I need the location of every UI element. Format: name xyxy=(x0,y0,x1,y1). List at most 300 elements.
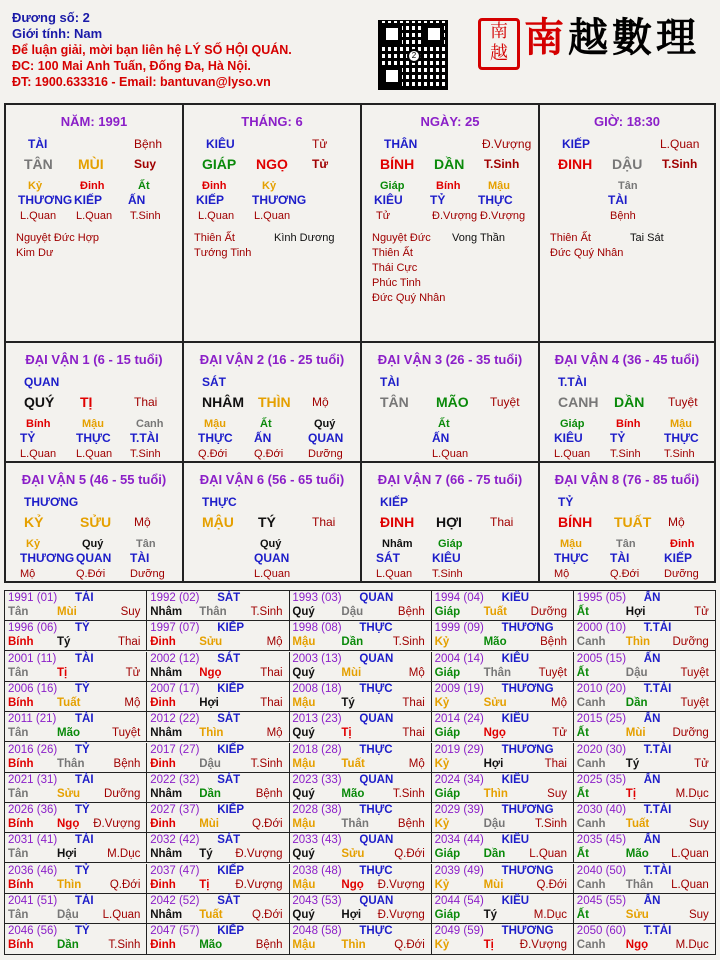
year-state: Dưỡng xyxy=(530,606,567,618)
year-stem: Canh xyxy=(576,939,606,952)
hidden-god: T.TÀI xyxy=(130,431,159,445)
year-stem: Giáp xyxy=(434,606,461,618)
year-stem: Đinh xyxy=(150,636,176,649)
hidden-stem: Bính xyxy=(616,418,641,430)
year-label: 2026 (36) xyxy=(8,804,58,817)
year-god: THƯƠNG xyxy=(501,864,554,877)
year-state: Thai xyxy=(118,636,141,649)
year-stem: Ất xyxy=(576,787,589,800)
year-state: Đ.Vượng xyxy=(377,909,425,921)
earthly-branch: DẦN xyxy=(434,156,465,172)
year-god: T.TÀI xyxy=(643,682,672,695)
year-branch: Dần xyxy=(625,696,648,709)
year-stem: Canh xyxy=(576,818,606,831)
earthly-branch: DẦN xyxy=(614,394,645,410)
dai-van-5 xyxy=(6,463,184,581)
hidden-god: QUAN xyxy=(76,551,112,565)
hidden-state: Mộ xyxy=(554,568,570,580)
year-stem: Canh xyxy=(576,636,606,649)
year-state: Thai xyxy=(544,757,567,770)
yearly-table xyxy=(4,590,716,955)
dai-van-god: THỰC xyxy=(202,495,237,509)
year-state: Tử xyxy=(125,666,141,679)
year-stem: Ất xyxy=(576,909,589,921)
hidden-god: THỰC xyxy=(664,431,699,445)
earthly-branch: MÃO xyxy=(436,394,469,410)
pillar-3 xyxy=(362,105,540,343)
year-branch: Mùi xyxy=(199,818,219,831)
pillar-4 xyxy=(540,105,714,343)
year-state: Tử xyxy=(552,727,567,740)
year-label: 2038 (48) xyxy=(292,864,342,877)
year-god: SÁT xyxy=(217,713,241,726)
year-god: THƯƠNG xyxy=(501,925,554,938)
year-state: Tuyệt xyxy=(112,727,141,740)
earthly-branch: NGỌ xyxy=(256,156,288,172)
year-branch: Sửu xyxy=(625,909,649,921)
hidden-stem: Giáp xyxy=(438,538,463,550)
year-cell xyxy=(574,803,715,833)
year-stem: Đinh xyxy=(150,757,176,770)
year-branch: Tị xyxy=(341,727,352,740)
hidden-state: L.Quan xyxy=(376,568,413,580)
dai-van-state: Thai xyxy=(490,515,514,529)
year-label: 1995 (05) xyxy=(576,592,627,604)
year-state: T.Sinh xyxy=(535,818,567,831)
year-state: T.Sinh xyxy=(392,636,425,649)
hidden-stem: Quý xyxy=(314,418,336,430)
year-cell xyxy=(5,621,147,651)
year-stem: Mậu xyxy=(292,696,316,709)
dai-van-title: ĐẠI VẬN 5 (46 - 55 tuổi) xyxy=(21,472,167,487)
dai-van-title: ĐẠI VẬN 7 (66 - 75 tuổi) xyxy=(377,472,523,487)
year-branch: Tuất xyxy=(483,606,508,618)
pillar-1 xyxy=(6,105,184,343)
hidden-god: KIẾP xyxy=(196,193,225,207)
year-state: Q.Đới xyxy=(394,848,425,861)
year-god: QUAN xyxy=(359,592,394,604)
pillar-title: THÁNG: 6 xyxy=(241,114,303,129)
year-label: 2046 (56) xyxy=(8,925,58,938)
year-state: Tuyệt xyxy=(680,666,709,679)
year-state: Mộ xyxy=(266,636,283,649)
main-chart xyxy=(4,103,716,583)
dai-van-title: ĐẠI VẬN 2 (16 - 25 tuổi) xyxy=(199,352,345,367)
year-stem: Quý xyxy=(292,727,315,740)
year-branch: Tị xyxy=(625,787,637,800)
year-state: Bệnh xyxy=(113,757,141,770)
year-label: 2043 (53) xyxy=(292,895,342,907)
year-label: 2012 (22) xyxy=(150,713,200,726)
year-branch: Ngọ xyxy=(199,666,222,679)
year-branch: Hợi xyxy=(57,848,77,861)
year-state: Thai xyxy=(402,696,425,709)
year-stem: Kỷ xyxy=(434,757,450,770)
year-state: Đ.Vượng xyxy=(93,818,141,831)
heavenly-stem: TÂN xyxy=(380,394,409,410)
subject-number: Đương số: 2 xyxy=(12,10,90,25)
year-state: Q.Đới xyxy=(252,909,283,921)
hidden-stem: Mậu xyxy=(488,180,510,192)
year-state: Bệnh xyxy=(255,787,283,800)
year-cell xyxy=(147,773,289,803)
year-god: T.TÀI xyxy=(643,864,672,877)
year-stem: Đinh xyxy=(150,696,176,709)
dai-van-title: ĐẠI VẬN 3 (26 - 35 tuổi) xyxy=(377,352,523,367)
year-stem: Ất xyxy=(576,606,589,618)
year-branch: Dậu xyxy=(341,606,364,618)
year-stem: Quý xyxy=(292,787,315,800)
year-god: TÀI xyxy=(75,834,94,847)
year-stem: Nhâm xyxy=(150,606,183,618)
heavenly-stem: ĐINH xyxy=(558,156,593,172)
year-label: 2042 (52) xyxy=(150,895,200,907)
dai-van-god: TỶ xyxy=(558,495,574,509)
year-cell xyxy=(432,894,574,924)
year-label: 2027 (37) xyxy=(150,804,200,817)
year-cell xyxy=(289,773,431,803)
year-god: TỶ xyxy=(75,743,90,756)
year-label: 2044 (54) xyxy=(434,895,484,907)
year-state: Dưỡng xyxy=(672,727,709,740)
earthly-branch: MÙI xyxy=(78,156,104,172)
year-branch: Ngọ xyxy=(57,818,80,831)
year-state: Suy xyxy=(120,606,141,618)
hidden-stem: Tân xyxy=(136,538,156,550)
star: Nguyệt Đức Hợp xyxy=(16,232,100,244)
year-label: 1996 (06) xyxy=(8,622,58,635)
year-cell xyxy=(432,682,574,712)
year-label: 2031 (41) xyxy=(8,834,58,847)
year-stem: Nhâm xyxy=(150,666,183,679)
earthly-branch: TỊ xyxy=(80,394,93,410)
year-god: THỰC xyxy=(359,804,393,817)
year-cell xyxy=(432,803,574,833)
year-branch: Tuất xyxy=(199,909,223,921)
year-branch: Tị xyxy=(199,878,210,891)
year-god: ẤN xyxy=(643,592,661,604)
pillar-extra: T.Sinh xyxy=(484,157,520,171)
year-state: Mộ xyxy=(124,696,141,709)
heavenly-stem: BÍNH xyxy=(558,514,593,530)
year-branch: Thân xyxy=(57,757,85,770)
year-stem: Quý xyxy=(292,848,315,861)
year-cell xyxy=(289,803,431,833)
year-god: T.TÀI xyxy=(643,804,672,817)
hidden-state: Q.Đới xyxy=(610,568,640,580)
year-cell xyxy=(147,864,289,894)
year-label: 2014 (24) xyxy=(434,713,484,726)
dai-van-8 xyxy=(540,463,714,581)
year-cell xyxy=(289,591,431,621)
hidden-god: ẤN xyxy=(128,193,146,207)
year-stem: Canh xyxy=(576,757,606,770)
year-god: THỰC xyxy=(359,622,393,635)
pillar-state: Tử xyxy=(312,137,328,151)
year-state: L.Quan xyxy=(671,878,709,891)
year-state: Thai xyxy=(402,727,425,740)
year-branch: Mão xyxy=(57,727,80,740)
year-cell xyxy=(289,743,431,773)
pillar-title: NĂM: 1991 xyxy=(60,114,128,129)
year-state: M.Dục xyxy=(107,848,141,861)
year-state: T.Sinh xyxy=(392,787,425,800)
hidden-stem: Nhâm xyxy=(382,538,413,550)
year-cell xyxy=(289,864,431,894)
hidden-stem: Đinh xyxy=(670,538,695,550)
year-branch: Tị xyxy=(483,939,494,952)
year-label: 1992 (02) xyxy=(150,592,200,604)
year-stem: Quý xyxy=(292,606,315,618)
hidden-state: Q.Đới xyxy=(198,448,228,460)
year-branch: Tý xyxy=(199,848,213,861)
year-label: 2019 (29) xyxy=(434,743,484,756)
year-state: T.Sinh xyxy=(250,606,283,618)
year-state: Mộ xyxy=(408,666,425,679)
year-label: 2006 (16) xyxy=(8,682,58,695)
year-cell xyxy=(5,894,147,924)
hidden-state: Đ.Vượng xyxy=(480,210,526,222)
year-branch: Tuất xyxy=(57,696,81,709)
year-cell xyxy=(5,591,147,621)
year-god: TÀI xyxy=(75,592,94,604)
hidden-god: TÀI xyxy=(130,551,150,565)
hidden-god: THƯƠNG xyxy=(18,193,73,207)
year-stem: Tân xyxy=(8,909,29,921)
year-state: M.Dục xyxy=(675,787,709,800)
year-branch: Hợi xyxy=(483,757,504,770)
year-state: T.Sinh xyxy=(250,757,283,770)
year-label: 2040 (50) xyxy=(576,864,627,877)
year-label: 2000 (10) xyxy=(576,622,627,635)
year-cell xyxy=(289,652,431,682)
year-god: QUAN xyxy=(359,713,394,726)
hidden-stem: Ất xyxy=(438,418,450,430)
year-god: TÀI xyxy=(75,713,94,726)
year-label: 2037 (47) xyxy=(150,864,200,877)
year-state: Bệnh xyxy=(540,636,567,649)
year-cell xyxy=(289,833,431,863)
dai-van-state: Mộ xyxy=(134,515,151,529)
year-god: TỶ xyxy=(75,622,90,635)
year-label: 2001 (11) xyxy=(8,652,57,665)
dai-van-3 xyxy=(362,343,540,463)
dai-van-state: Thai xyxy=(134,395,158,409)
heavenly-stem: QUÝ xyxy=(24,394,55,410)
year-stem: Ất xyxy=(576,727,589,740)
year-god: ẤN xyxy=(643,834,661,847)
year-state: Dưỡng xyxy=(104,787,141,800)
brand-logo: 南越數理 xyxy=(524,14,700,61)
year-cell xyxy=(574,621,715,651)
year-cell xyxy=(5,652,147,682)
hidden-god: THƯƠNG xyxy=(20,551,75,565)
year-stem: Kỷ xyxy=(434,878,450,891)
hidden-god: THỰC xyxy=(554,551,589,565)
hidden-stem: Canh xyxy=(136,418,164,430)
year-state: T.Sinh xyxy=(108,939,141,952)
year-state: M.Dục xyxy=(675,939,709,952)
year-cell xyxy=(147,894,289,924)
year-stem: Đinh xyxy=(150,939,176,952)
year-cell xyxy=(5,864,147,894)
year-cell xyxy=(5,803,147,833)
year-cell xyxy=(432,773,574,803)
year-cell xyxy=(289,621,431,651)
year-god: KIÊU xyxy=(501,895,530,907)
hidden-state: Đ.Vượng xyxy=(432,210,478,222)
year-god: THỰC xyxy=(359,925,393,938)
year-state: L.Quan xyxy=(671,848,709,861)
year-branch: Tý xyxy=(341,696,355,709)
year-stem: Canh xyxy=(576,696,606,709)
year-stem: Kỷ xyxy=(434,696,450,709)
hidden-state: T.Sinh xyxy=(130,210,161,222)
phone-email-line: ĐT: 1900.633316 - Email: bantuvan@lyso.vn xyxy=(12,75,271,89)
year-label: 2004 (14) xyxy=(434,652,484,665)
hidden-state: Dưỡng xyxy=(130,568,165,580)
year-label: 2047 (57) xyxy=(150,925,200,938)
year-state: Mộ xyxy=(266,727,283,740)
hidden-state: L.Quan xyxy=(76,448,113,460)
hidden-stem: Ất xyxy=(260,418,272,430)
year-label: 2008 (18) xyxy=(292,682,342,695)
year-branch: Ngọ xyxy=(625,939,649,952)
year-state: L.Quan xyxy=(529,848,567,861)
hidden-god: TỶ xyxy=(610,431,626,445)
year-branch: Thân xyxy=(483,666,512,679)
year-label: 2049 (59) xyxy=(434,925,484,938)
year-label: 2007 (17) xyxy=(150,682,200,695)
year-stem: Nhâm xyxy=(150,727,183,740)
year-state: Đ.Vượng xyxy=(235,848,283,861)
year-god: THỰC xyxy=(359,743,393,756)
year-god: KIÊU xyxy=(501,773,530,786)
hidden-state: T.Sinh xyxy=(432,568,463,580)
hidden-stem: Kỷ xyxy=(26,538,41,550)
heavenly-stem: ĐINH xyxy=(380,514,415,530)
year-label: 1999 (09) xyxy=(434,622,484,635)
year-state: Bệnh xyxy=(255,939,283,952)
year-cell xyxy=(574,773,715,803)
year-god: THƯƠNG xyxy=(501,682,554,695)
hidden-stem: Kỷ xyxy=(28,180,43,192)
year-label: 2035 (45) xyxy=(576,834,627,847)
year-god: SÁT xyxy=(217,834,241,847)
pillar-state: L.Quan xyxy=(660,137,700,151)
hidden-stem: Giáp xyxy=(560,418,585,430)
year-stem: Nhâm xyxy=(150,909,183,921)
year-god: ẤN xyxy=(643,773,661,786)
year-stem: Tân xyxy=(8,727,29,740)
year-god: SÁT xyxy=(217,773,241,786)
year-cell xyxy=(432,652,574,682)
year-god: KIẾP xyxy=(217,864,245,877)
year-state: Bệnh xyxy=(397,818,425,831)
dai-van-title: ĐẠI VẬN 4 (36 - 45 tuổi) xyxy=(554,352,700,367)
year-state: Tuyệt xyxy=(538,666,567,679)
year-god: ẤN xyxy=(643,895,661,907)
heavenly-stem: TÂN xyxy=(24,156,53,172)
year-state: Suy xyxy=(688,818,709,831)
year-stem: Giáp xyxy=(434,848,461,861)
star: Thiên Ất xyxy=(194,232,235,244)
hidden-stem: Bính xyxy=(436,180,461,192)
hidden-god: TÀI xyxy=(610,551,630,565)
year-stem: Bính xyxy=(8,878,34,891)
year-state: Đ.Vượng xyxy=(235,878,283,891)
year-branch: Thìn xyxy=(483,787,508,800)
heavenly-stem: MẬU xyxy=(202,514,234,530)
year-state: M.Dục xyxy=(533,909,567,921)
year-label: 1994 (04) xyxy=(434,592,484,604)
hidden-stem: Mậu xyxy=(670,418,692,430)
year-cell xyxy=(574,712,715,742)
year-cell xyxy=(5,682,147,712)
year-stem: Nhâm xyxy=(150,848,183,861)
year-label: 2050 (60) xyxy=(576,925,627,938)
chart-header xyxy=(12,10,292,90)
dai-van-title: ĐẠI VẬN 6 (56 - 65 tuổi) xyxy=(199,472,345,487)
year-cell xyxy=(289,712,431,742)
year-cell xyxy=(289,924,431,954)
year-cell xyxy=(5,712,147,742)
hidden-state: Dưỡng xyxy=(308,448,343,460)
year-branch: Dậu xyxy=(199,757,221,770)
year-stem: Bính xyxy=(8,636,34,649)
year-god: SÁT xyxy=(217,652,241,665)
year-state: Q.Đới xyxy=(252,818,283,831)
year-branch: Thìn xyxy=(57,878,82,891)
year-branch: Dần xyxy=(57,939,79,952)
year-branch: Mùi xyxy=(57,606,77,618)
year-cell xyxy=(147,682,289,712)
year-state: Tử xyxy=(694,757,709,770)
year-stem: Giáp xyxy=(434,666,461,679)
year-branch: Dậu xyxy=(483,818,506,831)
hidden-state: T.Sinh xyxy=(130,448,161,460)
year-cell xyxy=(147,652,289,682)
year-cell xyxy=(5,743,147,773)
hidden-god: TỶ xyxy=(20,431,36,445)
hidden-god: TÀI xyxy=(608,193,628,207)
year-branch: Thìn xyxy=(625,636,651,649)
year-label: 2023 (33) xyxy=(292,773,342,786)
dai-van-god: SÁT xyxy=(202,375,226,389)
pillar-title: GIỜ: 18:30 xyxy=(593,114,660,129)
hidden-state: Q.Đới xyxy=(254,448,284,460)
year-branch: Thân xyxy=(341,818,369,831)
contact-line: Để luận giải, mời bạn liên hệ LÝ SỐ HỘI QUÁN. xyxy=(12,43,292,57)
year-state: Đ.Vượng xyxy=(519,939,567,952)
pillar-state: Bệnh xyxy=(134,137,163,151)
year-stem: Mậu xyxy=(292,757,316,770)
dai-van-god: T.TÀI xyxy=(558,375,587,389)
star: Tai Sát xyxy=(630,232,664,244)
hidden-stem: Mậu xyxy=(560,538,582,550)
hidden-state: L.Quan xyxy=(20,448,57,460)
year-cell xyxy=(432,621,574,651)
hidden-god: THỰC xyxy=(76,431,111,445)
dai-van-1 xyxy=(6,343,184,463)
year-god: T.TÀI xyxy=(643,743,672,756)
year-stem: Giáp xyxy=(434,727,461,740)
pillar-god: THÂN xyxy=(384,137,418,151)
year-cell xyxy=(147,924,289,954)
year-stem: Giáp xyxy=(434,909,461,921)
year-state: Thai xyxy=(260,666,283,679)
year-label: 2010 (20) xyxy=(576,682,627,695)
